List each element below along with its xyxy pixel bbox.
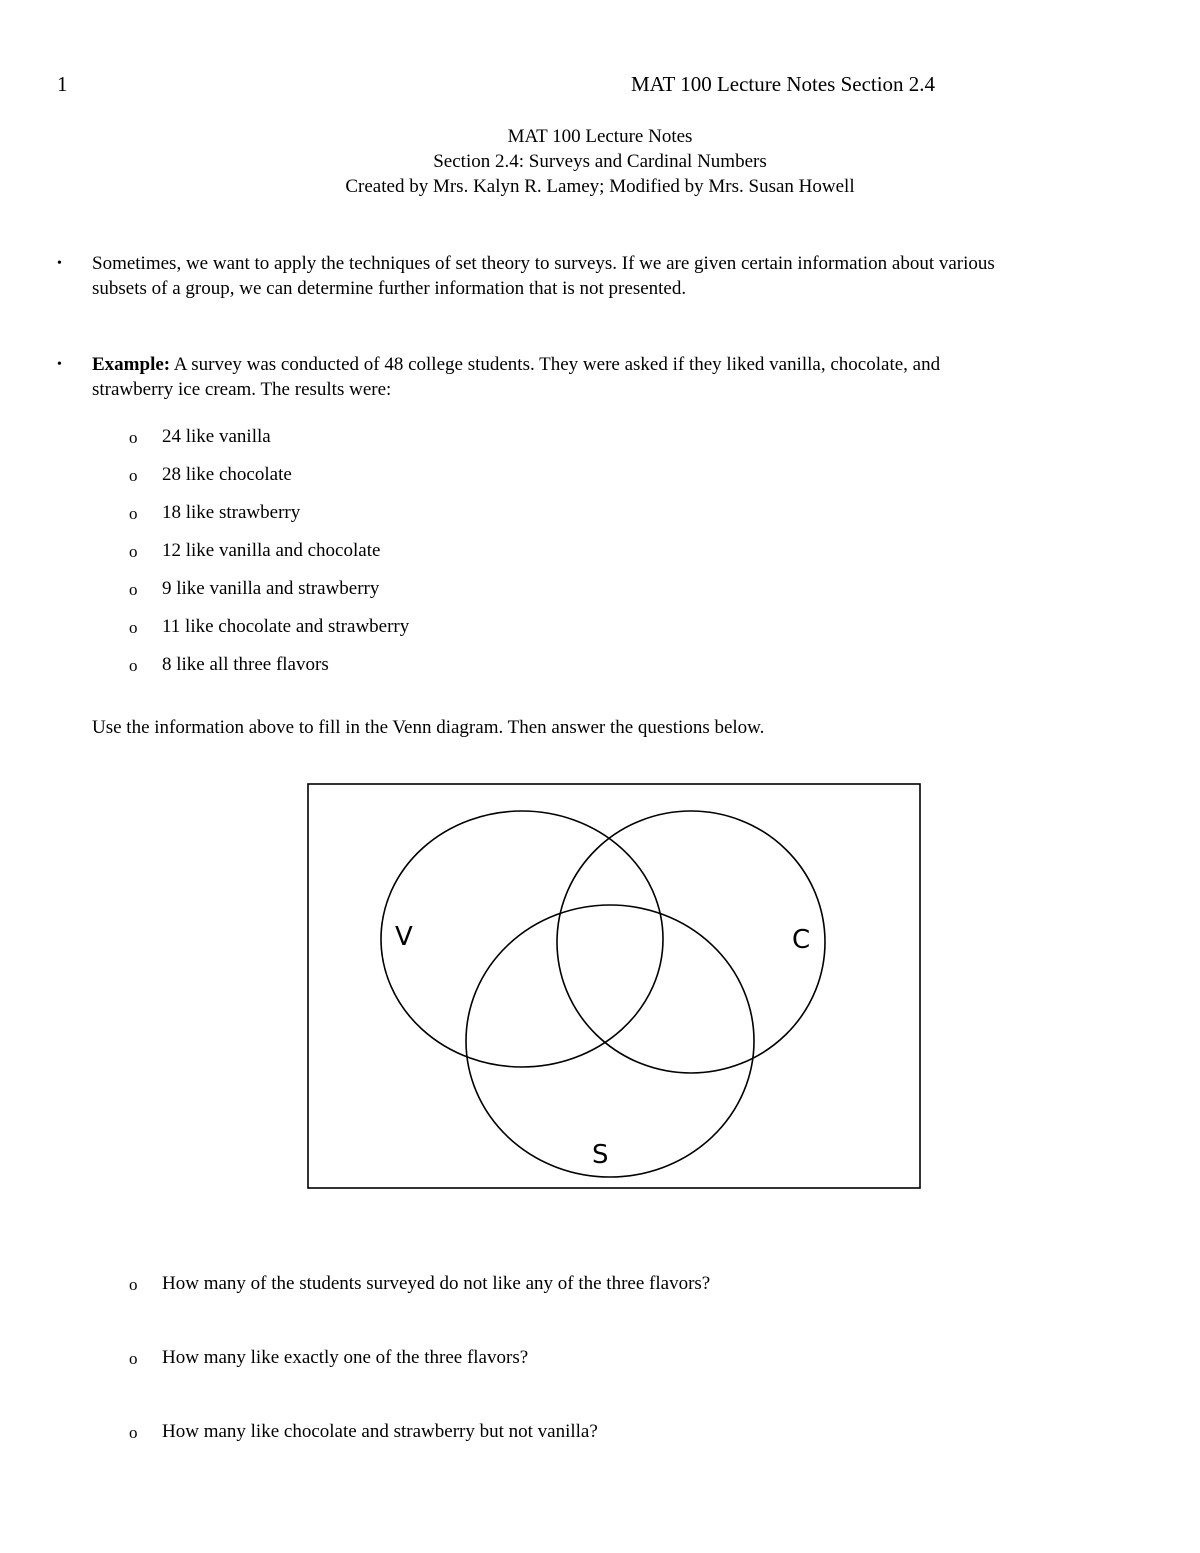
- intro-line-1: Sometimes, we want to apply the techniques of set theory to surveys. If we are given certain information about various: [92, 253, 995, 274]
- list-marker: o: [129, 542, 138, 561]
- question-2: How many like exactly one of the three flavors?: [162, 1347, 529, 1368]
- list-marker: o: [129, 466, 138, 485]
- page-number: 1: [57, 72, 68, 96]
- result-item-5: 9 like vanilla and strawberry: [162, 578, 380, 599]
- example-line-2: strawberry ice cream. The results were:: [92, 379, 392, 400]
- result-item-7: 8 like all three flavors: [162, 654, 329, 675]
- list-marker: o: [129, 504, 138, 523]
- instruction-text: Use the information above to fill in the Venn diagram. Then answer the questions below.: [92, 717, 765, 738]
- section-title: Section 2.4: Surveys and Cardinal Numbers: [433, 151, 767, 172]
- example-paragraph: [92, 352, 1142, 402]
- result-item-2: 28 like chocolate: [162, 464, 292, 485]
- result-item-4: 12 like vanilla and chocolate: [162, 540, 381, 561]
- question-1: How many of the students surveyed do not like any of the three flavors?: [162, 1273, 711, 1294]
- label-s: S: [592, 1140, 609, 1170]
- intro-line-2: subsets of a group, we can determine further information that is not presented.: [92, 278, 687, 299]
- question-3: How many like chocolate and strawberry but not vanilla?: [162, 1421, 598, 1442]
- running-header: MAT 100 Lecture Notes Section 2.4: [631, 72, 936, 96]
- list-marker: o: [129, 656, 138, 675]
- circle-vanilla: [381, 811, 663, 1067]
- result-item-1: 24 like vanilla: [162, 426, 271, 447]
- list-marker: o: [129, 618, 138, 637]
- universal-set-box: [308, 784, 920, 1188]
- example-line-1: [92, 352, 1142, 377]
- list-marker: o: [129, 1275, 138, 1294]
- intro-paragraph: [92, 251, 1142, 301]
- list-marker: o: [129, 1349, 138, 1368]
- document-title: MAT 100 Lecture Notes: [507, 126, 693, 147]
- result-item-3: 18 like strawberry: [162, 502, 301, 523]
- result-item-6: 11 like chocolate and strawberry: [162, 616, 410, 637]
- author-line: Created by Mrs. Kalyn R. Lamey; Modified by Mrs. Susan Howell: [345, 176, 855, 197]
- label-c: C: [792, 925, 811, 955]
- circle-chocolate: [557, 811, 825, 1073]
- example-line-1-text: A survey was conducted of 48 college students. They were asked if they liked vanilla, chocolate, and: [170, 354, 941, 375]
- bullet-example: •: [57, 357, 62, 372]
- circle-strawberry: [466, 905, 754, 1177]
- label-v: V: [395, 922, 413, 952]
- venn-diagram: [307, 783, 921, 1190]
- list-marker: o: [129, 428, 138, 447]
- bullet-intro: •: [57, 256, 62, 271]
- list-marker: o: [129, 580, 138, 599]
- example-label: Example:: [92, 354, 171, 375]
- list-marker: o: [129, 1423, 138, 1442]
